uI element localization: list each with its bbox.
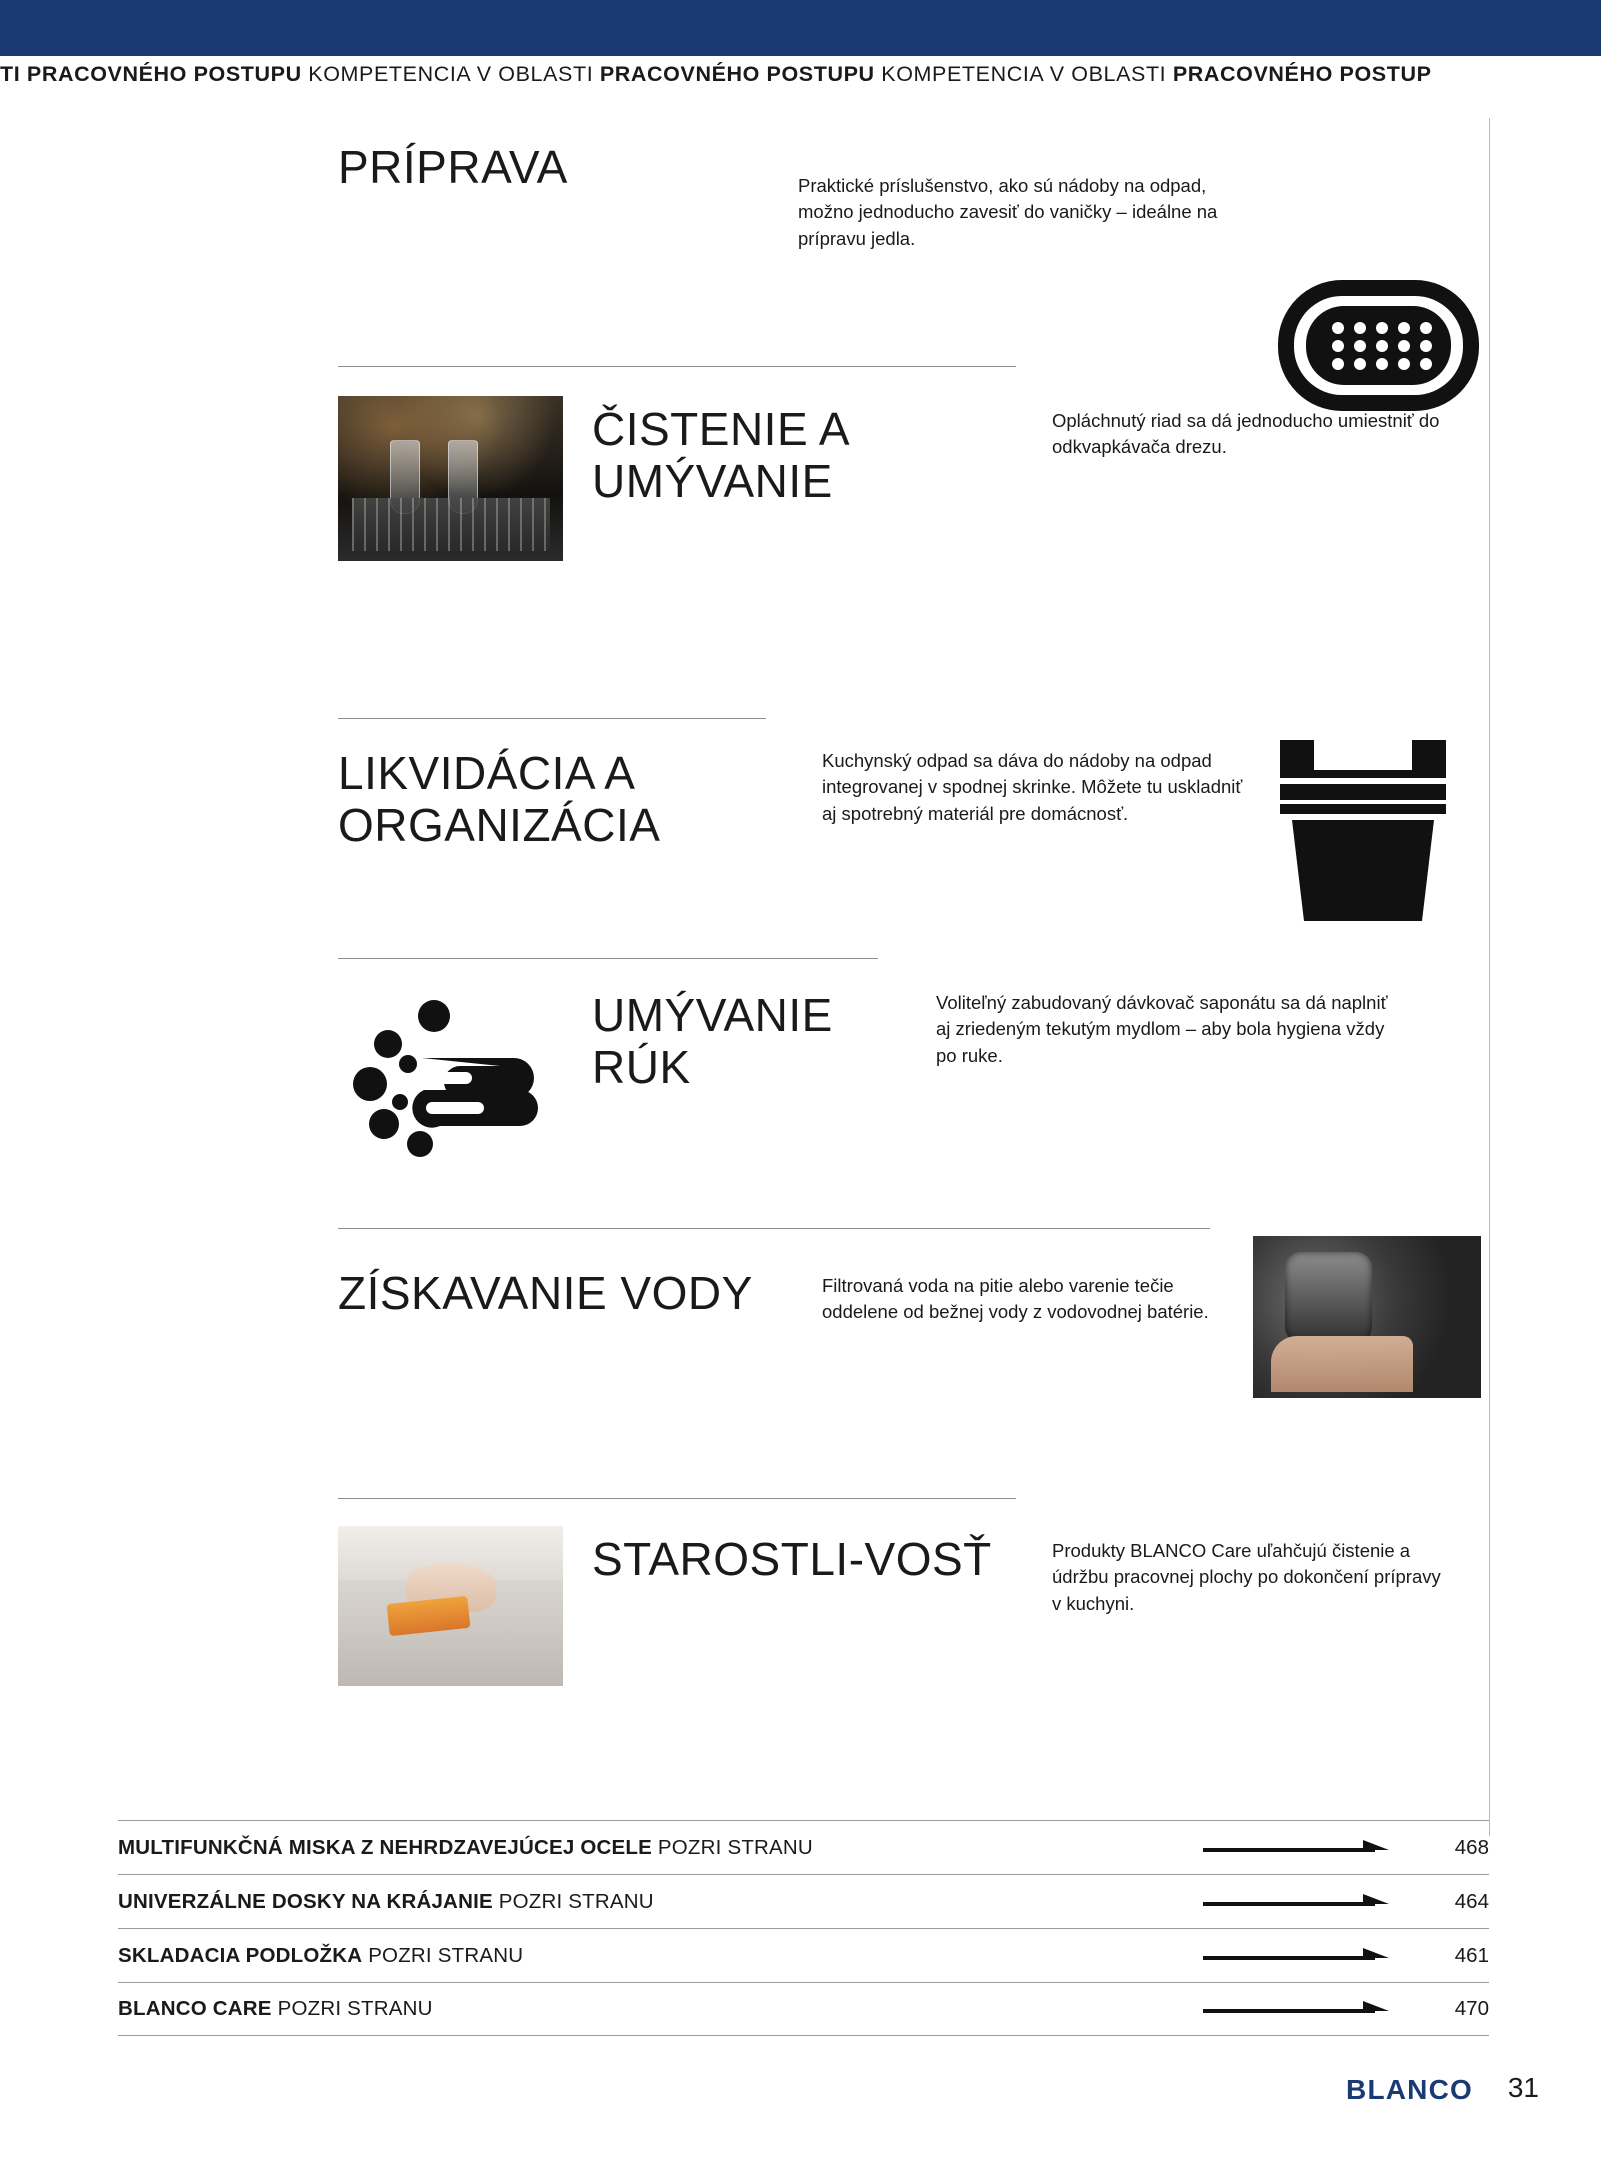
table-row-suffix: POZRI STRANU bbox=[657, 1835, 813, 1859]
table-row-name: UNIVERZÁLNE DOSKY NA KRÁJANIE bbox=[118, 1889, 493, 1913]
table-row[interactable] bbox=[118, 1820, 1489, 1874]
table-row-label bbox=[118, 1836, 813, 1860]
section-likvidacia bbox=[0, 598, 1489, 851]
page-number: 31 bbox=[1507, 2072, 1539, 2103]
section-cistenie-title bbox=[592, 404, 992, 507]
table-row-label bbox=[118, 1890, 654, 1914]
table-row-name: MULTIFUNKČNÁ MISKA Z NEHRDZAVEJÚCEJ OCELE bbox=[118, 1835, 652, 1859]
section-ziskavanie-vody-text: Filtrovaná voda na pitie alebo varenie tečie oddelene od bežnej vody z vodovodnej batérie. bbox=[822, 1275, 1209, 1323]
arrow-icon bbox=[1203, 1946, 1393, 1966]
table-row-name: SKLADACIA PODLOŽKA bbox=[118, 1943, 363, 1967]
section-starostlivost bbox=[0, 1378, 1489, 1638]
section-priprava-title: PRÍPRAVA bbox=[338, 141, 568, 193]
table-row-label bbox=[118, 1997, 433, 2021]
table-row-suffix: POZRI STRANU bbox=[277, 1997, 433, 2020]
table-row[interactable] bbox=[118, 1928, 1489, 1982]
blanco-logo: BLANCO bbox=[1346, 2074, 1473, 2105]
section-ziskavanie-vody-rule bbox=[338, 1228, 1210, 1229]
table-row-page: 470 bbox=[1454, 1997, 1489, 2020]
section-starostlivost-title: STAROSTLI-VOSŤ bbox=[592, 1533, 992, 1585]
section-umyvanie-ruk-title: UMÝVANIE RÚK bbox=[592, 989, 833, 1093]
arrow-icon bbox=[1203, 1838, 1393, 1858]
table-row-page: 464 bbox=[1454, 1889, 1489, 1913]
right-margin-rule bbox=[1489, 118, 1490, 1836]
section-starostlivost-rule bbox=[338, 1498, 1016, 1499]
page-footer bbox=[0, 2066, 1601, 2122]
running-header-segment-4: PRACOVNÉHO POSTUPU bbox=[599, 62, 882, 86]
table-row-label bbox=[118, 1944, 523, 1968]
content-column bbox=[0, 118, 1489, 1698]
table-row[interactable] bbox=[118, 1874, 1489, 1928]
dish-drainer-photo bbox=[338, 396, 563, 561]
section-starostlivost-text: Produkty BLANCO Care uľahčujú čistenie a údržbu pracovnej plochy po dokončení prípravy v kuchyni. bbox=[1052, 1540, 1441, 1614]
running-header bbox=[0, 62, 1601, 96]
table-row-suffix: POZRI STRANU bbox=[368, 1943, 524, 1967]
section-umyvanie-ruk-text: Voliteľný zabudovaný dávkovač saponátu sa dá naplniť aj zriedeným tekutým mydlom – aby bola hygiena vždy po ruke. bbox=[936, 992, 1388, 1066]
section-likvidacia-text: Kuchynský odpad sa dáva do nádoby na odpad integrovanej v spodnej skrinke. Môžete tu uskladniť aj spotrebný materiál pre domácnosť. bbox=[822, 750, 1243, 824]
table-row-page: 461 bbox=[1454, 1943, 1489, 1967]
section-likvidacia-rule bbox=[338, 718, 766, 719]
arrow-icon bbox=[1203, 1999, 1393, 2019]
water-tap-photo bbox=[1253, 1236, 1481, 1398]
section-ziskavanie-vody-title: ZÍSKAVANIE VODY bbox=[338, 1267, 753, 1319]
section-priprava bbox=[0, 118, 1489, 338]
top-brand-bar bbox=[0, 0, 1601, 56]
reference-table bbox=[118, 1820, 1489, 2036]
section-likvidacia-title: LIKVIDÁCIA A ORGANIZÁCIA bbox=[338, 747, 661, 851]
cleaning-sponge-photo bbox=[338, 1526, 563, 1686]
table-row-page: 468 bbox=[1454, 1835, 1489, 1859]
running-header-segment-2: PRACOVNÉHO POSTUPU bbox=[26, 62, 309, 86]
table-row-name: BLANCO CARE bbox=[118, 1997, 272, 2020]
section-umyvanie-ruk bbox=[0, 858, 1489, 1128]
table-row[interactable] bbox=[118, 1982, 1489, 2036]
running-header-segment-3: KOMPETENCIA V OBLASTI bbox=[308, 62, 600, 86]
running-header-segment-5: KOMPETENCIA V OBLASTI bbox=[881, 62, 1173, 86]
section-cistenie-title-text: ČISTENIE A UMÝVANIE bbox=[592, 403, 848, 507]
section-cistenie-rule bbox=[338, 366, 1016, 367]
section-cistenie-text: Opláchnutý riad sa dá jednoducho umiestniť do odkvapkávača drezu. bbox=[1052, 410, 1440, 458]
section-umyvanie-ruk-rule bbox=[338, 958, 878, 959]
running-header-segment-1: TI bbox=[0, 62, 27, 86]
arrow-icon bbox=[1203, 1892, 1393, 1912]
section-cistenie bbox=[0, 366, 1489, 606]
table-row-suffix: POZRI STRANU bbox=[498, 1889, 654, 1913]
running-header-segment-6: PRACOVNÉHO POSTUP bbox=[1172, 62, 1432, 86]
section-ziskavanie-vody bbox=[0, 1118, 1489, 1388]
section-priprava-text: Praktické príslušenstvo, ako sú nádoby na odpad, možno jednoducho zavesiť do vaničky – ideálne na prípravu jedla. bbox=[798, 175, 1218, 249]
